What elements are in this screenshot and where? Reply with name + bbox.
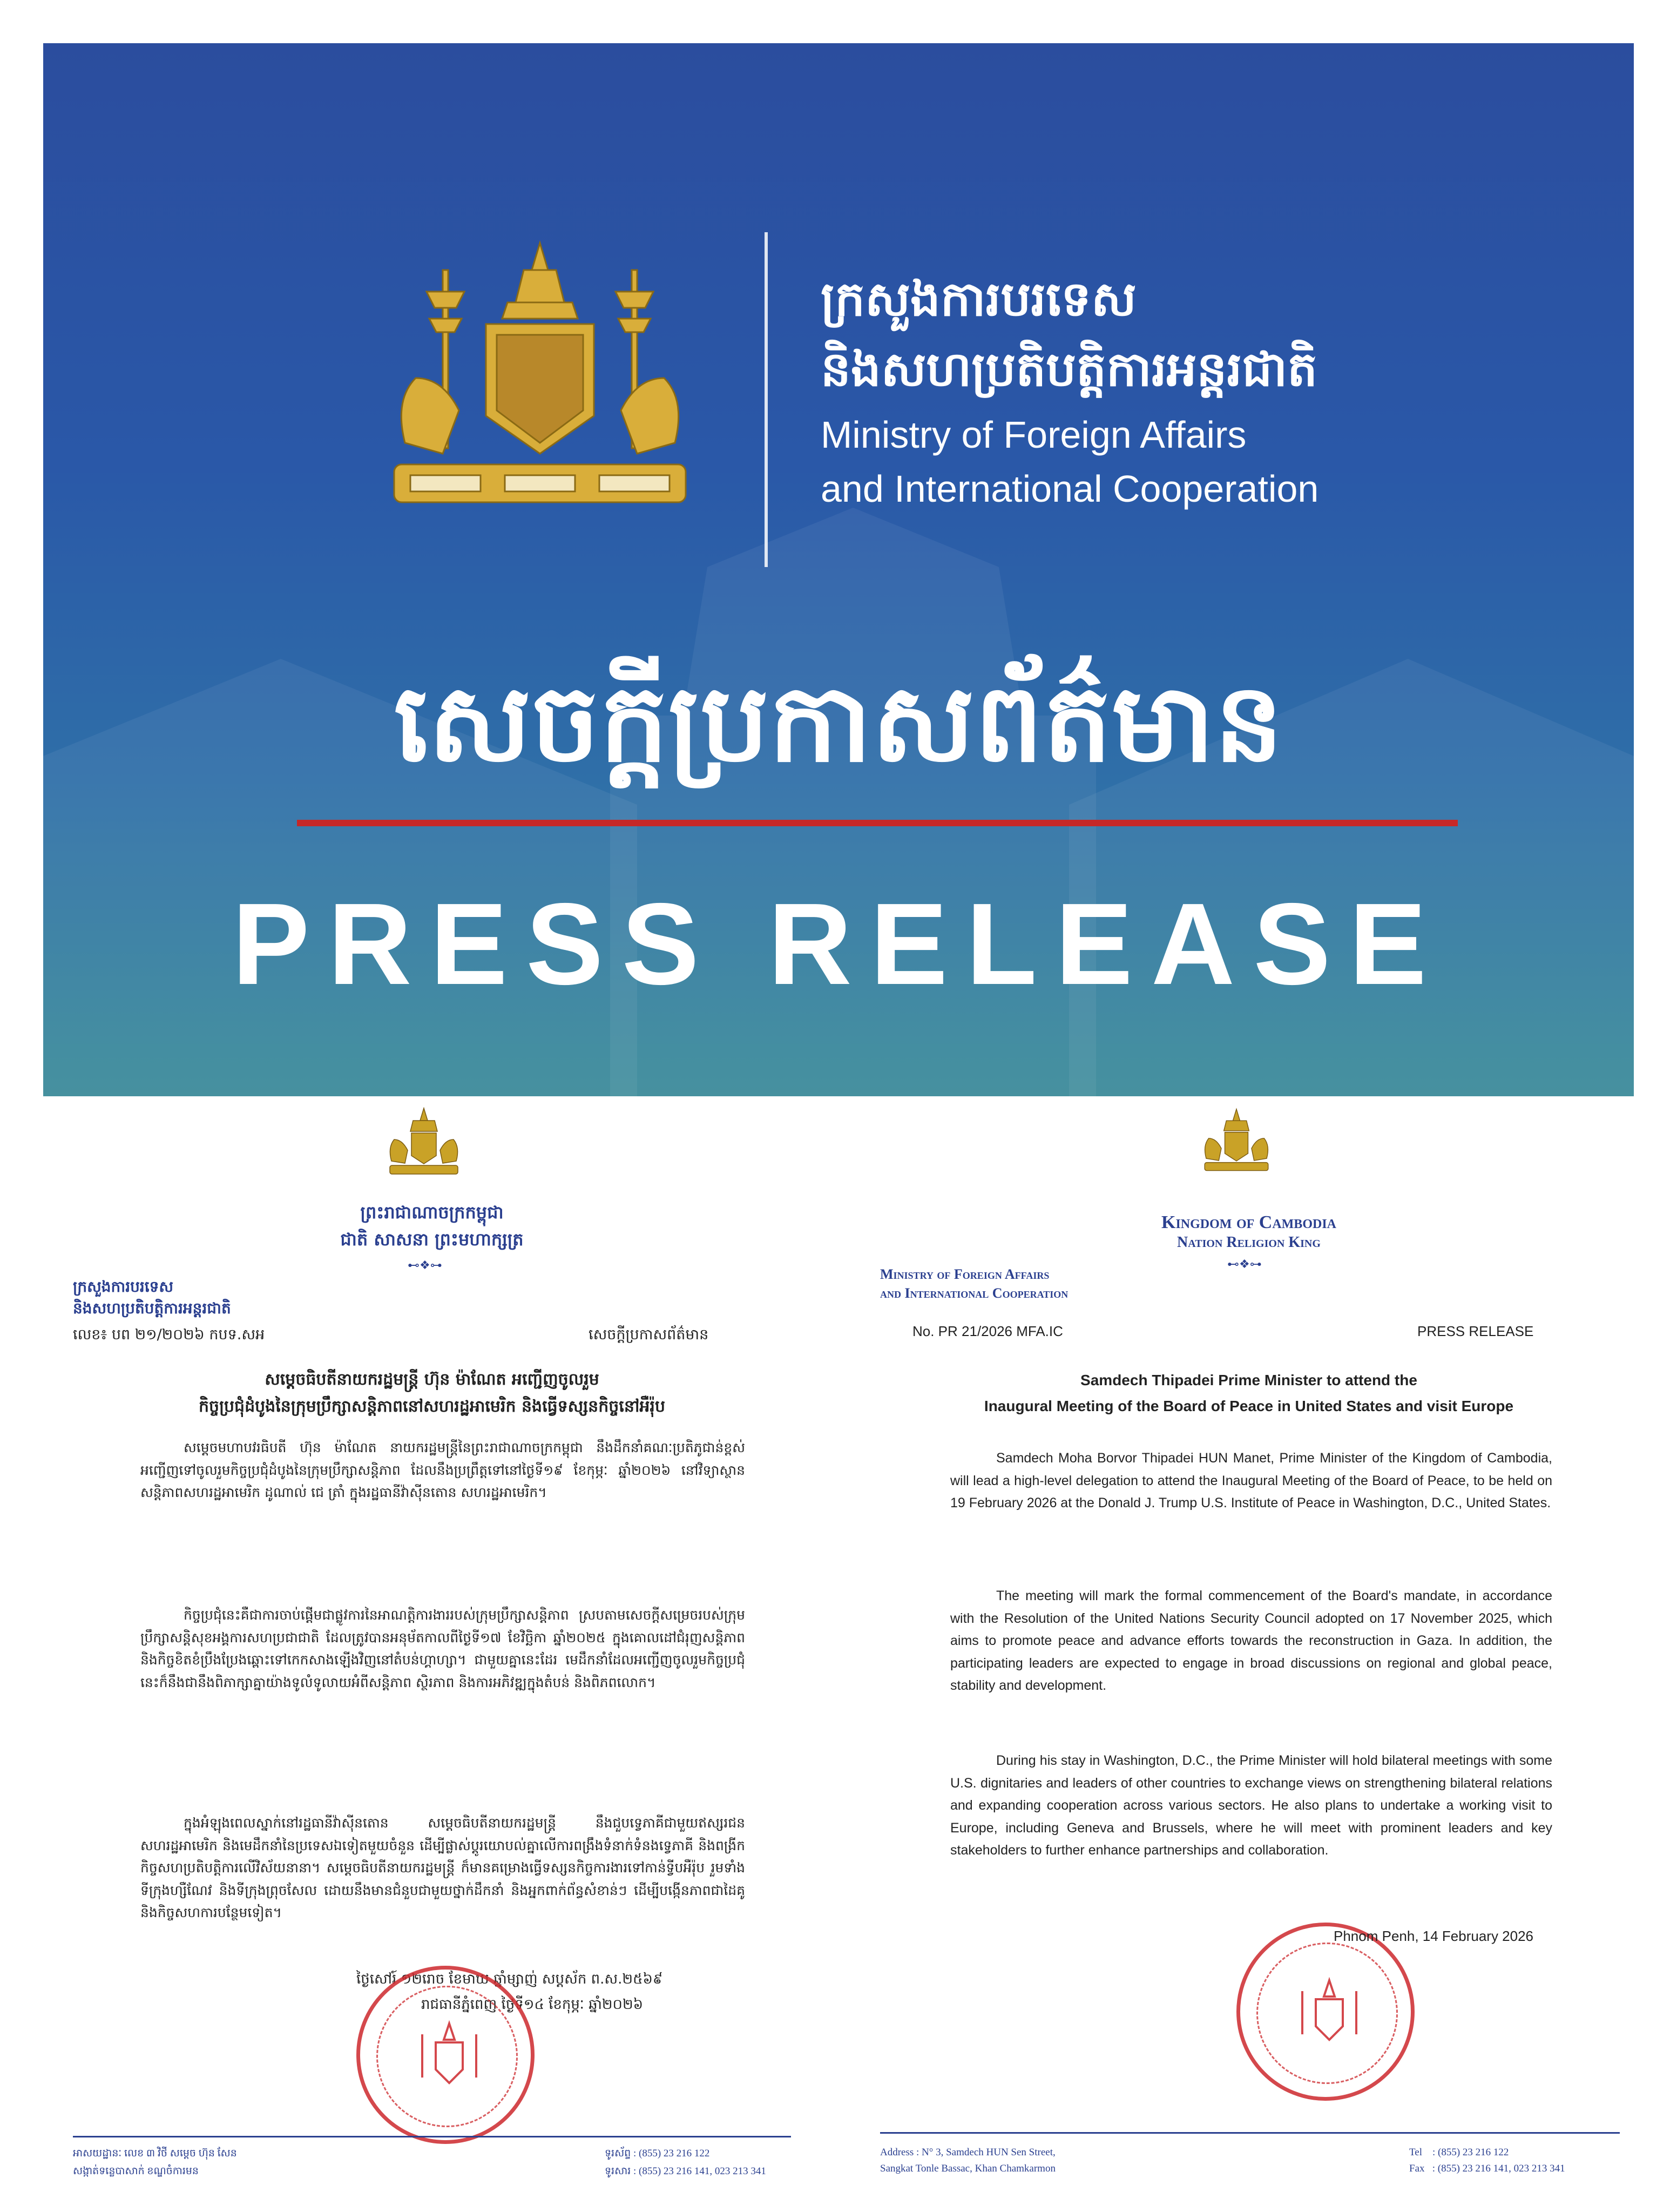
ministry-name-line2: and International Cooperation: [880, 1285, 1069, 1301]
ministry-name-line2: និងសហប្រតិបត្តិការអន្តរជាតិ: [73, 1299, 231, 1317]
title-line2: កិច្ចប្រជុំដំបូងនៃក្រុមប្រឹក្សាសន្តិភាពនៅសហរដ្ឋអាមេរិក និងធ្វើទស្សនកិច្ចនៅអឺរ៉ុប: [198, 1397, 665, 1416]
body-paragraph-2: The meeting will mark the formal commencement of the Board's mandate, in accordance with the Resolution of the United Nations Security Council adopted on 17 November 2025, which aims to promote peace and advance efforts towards the reconstruction in Gaza. In addition, the participating leaders are expected to engage in broad discussions on regional and global peace, stability and development.: [950, 1588, 1552, 1693]
crest-icon: [383, 1107, 464, 1177]
ministry-name-kh-line2: និងសហប្រតិបត្តិការអន្តរជាតិ: [821, 341, 1317, 397]
kingdom-name: ព្រះរាជាណាចក្រកម្ពុជា: [360, 1202, 504, 1223]
ministry-seal-stamp: [1236, 1923, 1415, 2101]
footer-fax: Fax : (855) 23 216 141, 023 213 341: [1409, 2163, 1565, 2174]
national-motto: ជាតិ សាសនា ព្រះមហាក្សត្រ: [340, 1229, 524, 1250]
ministry-seal-stamp: [356, 1966, 535, 2144]
body-paragraph-2: កិច្ចប្រជុំនេះគឺជាការចាប់ផ្តើមជាផ្លូវការនៃអាណត្តិការងាររបស់ក្រុមប្រឹក្សាសន្តិភាព ស្របតាមសេចក្តីសម្រេចរបស់ក្រុមប្រឹក្សាសន្តិសុខអង្គការសហប្រជាជាតិ ដែលត្រូវបានអនុម័តកាលពីថ្ងៃទី១៧ ខែវិច្ឆិកា ឆ្នាំ២០២៥ ក្នុងគោលដៅជំរុញសន្តិភាព និងកិច្ចខិតខំប្រឹងប្រែងឆ្ពោះទៅកេកសាងឡើងវិញនៅតំបន់ហ្គាហ្សា។ ជាមួយគ្នានេះដែរ មេដឹកនាំដែលអញ្ជើញចូលរួមកិច្ចប្រជុំនេះក៏នឹងជានឹងពិភាក្សាគ្នាយ៉ាងទូលំទូលាយអំពីសន្តិភាព ស្ថិរភាព និងការអភិវឌ្ឍក្នុងតំបន់ និងពិភពលោក។: [140, 1607, 745, 1690]
body-paragraph-3: ក្នុងអំឡុងពេលស្នាក់នៅរដ្ឋធានីវ៉ាស៊ីនតោន សម្តេចធិបតីនាយករដ្ឋមន្ត្រី នឹងជួបទ្វេភាគីជាមួយឥស្សរជនសហរដ្ឋអាមេរិក និងមេដឹកនាំនៃប្រទេសឯទៀតមួយចំនួន ដើម្បីផ្លាស់ប្តូរយោបល់គ្នាលើការពង្រឹងទំនាក់ទំនងទ្វេភាគី និងពង្រីកកិច្ចសហប្រតិបត្តិការលើវិស័យនានា។ សម្តេចធិបតីនាយករដ្ឋមន្ត្រី ក៏មានគម្រោងធ្វើទស្សនកិច្ចការងារទៅកាន់ទ្វីបអឺរ៉ុប រួមទាំងទីក្រុងហ្សឺណែវ និងទីក្រុងព្រុចសែល ដោយនឹងមានជំនួបជាមួយថ្នាក់ដឹកនាំ និងអ្នកពាក់ព័ន្ធសំខាន់ៗ ដើម្បីបង្កើនភាពជាដៃគូ និងកិច្ចសហការបន្ថែមទៀត។: [140, 1815, 745, 1920]
footer-fax: ទូរសារ : (855) 23 216 141, 023 213 341: [605, 2166, 766, 2177]
headline-kh: សេចក្តីប្រកាសព័ត៌មាន: [394, 660, 1283, 786]
lunar-date: ថ្ងៃសៅរ៍ ១២រោច ខែមាឃ ឆ្នាំម្សាញ់ សប្តស័ក ព.ស.២៥៦៩: [356, 1971, 663, 1987]
crest-icon: [1199, 1107, 1274, 1175]
footer-rule: [880, 2132, 1620, 2134]
document-type: PRESS RELEASE: [1417, 1323, 1534, 1339]
footer-tel: Tel : (855) 23 216 122: [1409, 2147, 1509, 2158]
royal-arms-crest-icon: [362, 238, 718, 551]
footer-address: Address : N° 3, Samdech HUN Sen Street,: [880, 2147, 1056, 2158]
ministry-name-en-line1: Ministry of Foreign Affairs: [821, 414, 1247, 456]
solar-date: រាជធានីភ្នំពេញ ថ្ងៃទី១៤ ខែកុម្ភៈ ឆ្នាំ២០២៦: [421, 1997, 644, 2013]
motto-ornament: ⊷❖⊶: [408, 1258, 442, 1272]
ministry-name-en-line2: and International Cooperation: [821, 468, 1319, 510]
footer-address: អាសយដ្ឋានៈ លេខ ៣ វិថី សម្តេច ហ៊ុន សែន: [73, 2148, 237, 2159]
body-paragraph-1: Samdech Moha Borvor Thipadei HUN Manet, Prime Minister of the Kingdom of Cambodia, will lead a high-level delegation to attend the Inaugural Meeting of the Board of Peace, to be held on 19 February 2026 at the Donald J. Trump U.S. Institute of Peace in Washington, D.C., United States.: [950, 1451, 1552, 1510]
motto-ornament: ⊷❖⊶: [1227, 1257, 1262, 1271]
banner-divider: [765, 232, 768, 567]
body-paragraph-1: សម្តេចមហាបវរធិបតី ហ៊ុន ម៉ាណែត នាយករដ្ឋមន្ត្រីនៃព្រះរាជាណាចក្រកម្ពុជា នឹងដឹកនាំគណៈប្រតិភូជាន់ខ្ពស់អញ្ជើញទៅចូលរួមកិច្ចប្រជុំដំបូងនៃក្រុមប្រឹក្សាសន្តិភាព ដែលនឹងប្រព្រឹត្តទៅនៅថ្ងៃទី១៩ ខែកុម្ភៈ ឆ្នាំ២០២៦ នៅវិទ្យាស្ថានសន្តិភាពសហរដ្ឋអាមេរិក ដូណាល់ ជេ ត្រាំ ក្នុងរដ្ឋធានីវ៉ាស៊ីនតោន សហរដ្ឋអាមេរិក។: [140, 1440, 745, 1500]
reference-number: No. PR 21/2026 MFA.IC: [912, 1323, 1063, 1339]
footer-address-2: Sangkat Tonle Bassac, Khan Chamkarmon: [880, 2163, 1056, 2174]
headline-press-release: PRESS RELEASE: [232, 879, 1445, 1009]
reference-number: លេខ៖ បព ២១/២០២៦ កបទ.សអ: [73, 1326, 265, 1343]
press-release-letter-kh: [43, 1096, 821, 2212]
title-line1: សម្តេចធិបតីនាយករដ្ឋមន្ត្រី ហ៊ុន ម៉ាណែត អញ្ជើញចូលរួម: [265, 1370, 599, 1389]
ministry-name-kh-line1: ក្រសួងការបរទេស: [821, 271, 1137, 327]
title-line2: Inaugural Meeting of the Board of Peace in United States and visit Europe: [984, 1398, 1514, 1414]
kingdom-name: Kingdom of Cambodia: [1161, 1212, 1336, 1232]
document-type: សេចក្តីប្រកាសព័ត៌មាន: [589, 1326, 709, 1343]
ministry-name-line1: Ministry of Foreign Affairs: [880, 1266, 1050, 1282]
title-line1: Samdech Thipadei Prime Minister to attend the: [1080, 1372, 1417, 1388]
footer-tel: ទូរស័ព្ទ : (855) 23 216 122: [605, 2148, 710, 2159]
footer-address-2: សង្កាត់ទន្លេបាសាក់ ខណ្ឌចំការមន: [73, 2166, 199, 2177]
press-release-letter-en: [864, 1096, 1634, 2212]
headline-red-rule: [297, 820, 1458, 826]
issue-date: Phnom Penh, 14 February 2026: [1334, 1928, 1534, 1944]
footer-rule: [73, 2136, 791, 2137]
ministry-name-line1: ក្រសួងការបរទេស: [73, 1278, 174, 1296]
national-motto: Nation Religion King: [1177, 1234, 1321, 1251]
press-release-banner: [43, 43, 1634, 1096]
body-paragraph-3: During his stay in Washington, D.C., the Prime Minister will hold bilateral meetings with some U.S. dignitaries and leaders of other countries to exchange views on strengthening bilateral relations and expanding cooperation across various sectors. He also plans to undertake a working visit to Europe, including Geneva and Brussels, where he will meet with prominent leaders and key stakeholders to further enhance partnerships and collaboration.: [950, 1753, 1552, 1858]
